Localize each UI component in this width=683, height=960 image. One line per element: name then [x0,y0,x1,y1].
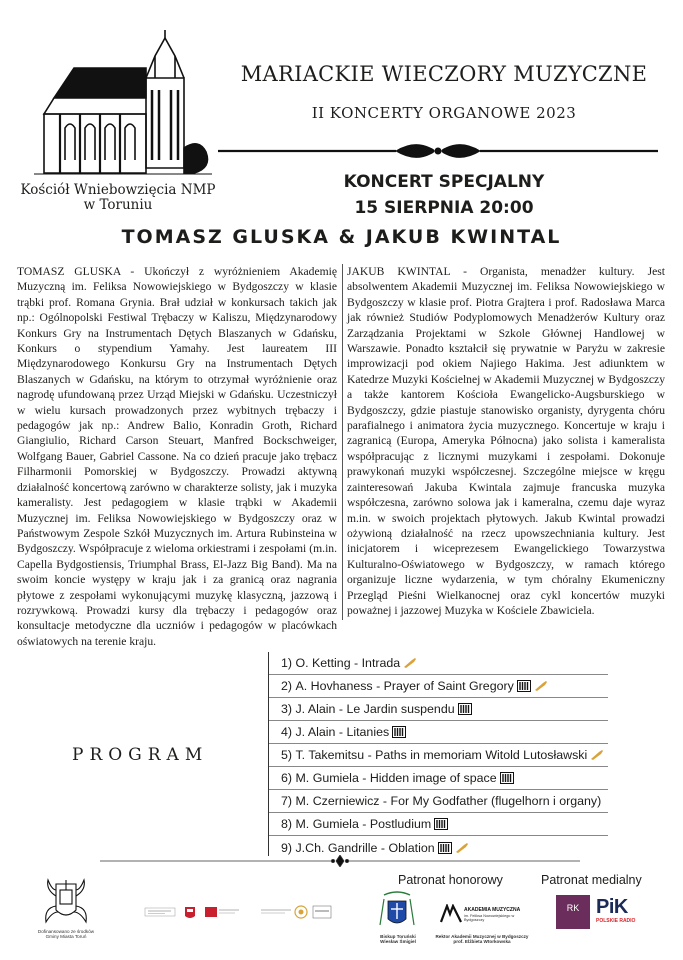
diocese-caption [368,934,428,944]
venue-line-2: w Toruniu [83,197,153,213]
sponsor-logo-3 [205,907,239,917]
program-number: 4) [281,725,293,739]
diocese-caption-line-1: Biskup Toruński [380,934,416,939]
program-item: 4) J. Alain - Litanies [269,721,608,744]
pik-logo [596,896,642,930]
program-number: 6) [281,771,293,785]
diocese-caption-line-2: Wiesław Śmigiel [380,939,416,945]
program-number: 2) [281,679,293,693]
program-work: Le Jardin suspendu [346,702,455,716]
funding-note-line-1: Dofinansowano ze środków [37,929,95,934]
series-subtitle: II KONCERTY ORGANOWE 2023 [311,104,577,122]
program-number: 3) [281,702,293,716]
organ-icon [517,680,531,692]
torun-coat-of-arms [42,876,90,928]
event-type: KONCERT SPECJALNY [343,172,545,192]
program-item: 9) J.Ch. Gandrille - Oblation [269,836,608,859]
program-item: 1) O. Ketting - Intrada [269,652,608,675]
sponsor-logo-6 [313,906,331,918]
program-work: Prayer of Saint Gregory [383,679,514,693]
program-composer: J. Alain [295,702,336,716]
program-work: Intrada [361,656,401,670]
rk-logo [556,895,590,929]
program-number: 7) [281,794,293,808]
venue-caption [18,183,218,213]
church-illustration [34,28,214,178]
program-composer: J. Alain [295,725,336,739]
academy-logo-mark [440,904,462,924]
performers-title: TOMASZ GLUSKA & JAKUB KWINTAL [121,226,562,248]
bio-jakub-kwintal: JAKUB KWINTAL - Organista, menadżer kultury. Jest absolwentem Akademii Muzycznej im. Feliksa Nowowiejskiego w Bydgoszczy w klasie prof. Piotra Grajtera i prof. Radosława Marca jak również Studiów Podyplomowych Menadżerów Kultury oraz Zarządzania Projektami w Szkole Głównej Handlowej w Warszawie. Ponadto kształcił się prywatnie w Paryżu w zakresie improwizacji pod okiem Najiego Hakima. Jest adiunktem w Katedrze Muzyki Kościelnej w Akademii Muzycznej w Bydgoszczy a także kantorem Kościoła Ewangelicko-Augsburskiego w Bydgoszczy, gdzie piastuje stanowisko organisty, dyrygenta chóru parafialnego i animatora życia muzycznego. Koncertuje w kraju i zagranicą (Europa, Ameryka Północna) jako solista i kameralista współpracując z licznymi muzykami i zespołami. Dokonuje prawykonań muzyki współczesnej. Szczególne miejsce w kręgu zainteresowań Jakuba Kwintala zajmuje francuska muzyka współczesna, zarówno solowa jak i kameralna, czemu daje wyraz m.in. w swoich projektach płytowych. Jakub Kwintal prowadzi ożywioną działalność na rzecz upowszechniania kultury. Jest inicjatorem i wiceprezesem Ewangelickiego Towarzystwa Kulturalno-Oświatowego w Bydgoszczy, w ramach którego organizuje liczne wydarzenia, w tym chóralny Ekumeniczny Przegląd Pieśni Wielkanocnej oraz cykl koncertów muzyki poważnej i jazzowej Muzyka w Kościele Zbawiciela. [347,265,665,617]
pik-logo-text: PiK [596,896,628,918]
academy-caption [428,934,536,944]
sponsor-logos-row [143,902,333,922]
trumpet-icon [534,680,548,692]
program-item: 5) T. Takemitsu - Paths in memoriam Witold Lutosławski [269,744,608,767]
sponsor-logo-4 [261,910,291,913]
ornament-divider [218,140,658,162]
trumpet-icon [455,842,469,854]
program-item: 6) M. Gumiela - Hidden image of space [269,767,608,790]
program-item: 8) M. Gumiela - Postludium [269,813,608,836]
program-composer: M. Gumiela [295,817,359,831]
academy-logo-text: AKADEMIA MUZYCZNA [464,907,521,913]
event-date: 15 SIERPNIA 20:00 [354,198,534,218]
program-composer: J.Ch. Gandrille [295,840,378,855]
program-number: 5) [281,748,293,762]
program-item: 7) M. Czerniewicz - For My Godfather (flugelhorn i organy) [269,790,608,813]
media-patronage-label: Patronat medialny [541,873,642,887]
rk-logo-text: RK [566,903,580,913]
organ-icon [438,842,452,854]
fleuron-divider [60,855,620,867]
series-title: MARIACKIE WIECZORY MUZYCZNE [240,62,648,86]
program-work: For My Godfather (flugelhorn i organy) [390,794,602,808]
trumpet-icon [403,657,417,669]
academy-logo-sub: im. Feliksa Nowowiejskiego w Bydgoszczy [464,914,515,923]
sponsor-logo-1 [145,908,175,916]
honorary-patronage-label: Patronat honorowy [398,873,503,887]
program-label: PROGRAM [72,745,209,765]
program-work: Hidden image of space [369,771,497,785]
program-item: 2) A. Hovhaness - Prayer of Saint Gregory [269,675,608,698]
sponsor-logo-2 [185,907,195,918]
pik-logo-sub: POLSKIE RADIO [596,918,636,924]
academy-logo [440,904,520,930]
program-number: 8) [281,817,293,831]
program-list [268,652,608,856]
program-work: Paths in memoriam Witold Lutosławski [375,748,588,762]
organ-icon [434,818,448,830]
program-item: 3) J. Alain - Le Jardin suspendu [269,698,608,721]
program-work: Oblation [388,840,435,855]
program-composer: O. Ketting [295,656,351,670]
trumpet-icon [590,749,604,761]
academy-caption-line-2: prof. Elżbieta Wtorkowska [453,939,511,945]
academy-caption-line-1: Rektor Akademii Muzycznej w Bydgoszczy [435,934,529,939]
program-number: 9) [281,840,293,855]
program-composer: A. Hovhaness [295,679,373,693]
bishop-coat-of-arms [378,891,416,933]
program-work: Litanies [346,725,390,739]
organ-icon [392,726,406,738]
venue-line-1: Kościół Wniebowzięcia NMP [20,182,216,198]
organ-icon [458,703,472,715]
bio-tomasz-gluska: TOMASZ GLUSKA - Ukończył z wyróżnieniem Akademię Muzyczną im. Feliksa Nowowiejskiego w Bydgoszczy w klasie trąbki prof. Romana Grynia. Brał udział w konkursach takich jak np.: Ogólnopolski Festiwal Trębaczy w Kaliszu, Międzynarodowy Konkurs Gry na Instrumentach Dętych Blaszanych w Gdańsku, Konkurs o stypendium Yamahy. Jest laureatem III Międzynarodowego Konkursu Gry na Instrumentach Dętych Blaszanych w Gdańsku, na którym to otrzymał wyróżnienie oraz nagrodę ufundowaną przez Urząd Miejski w Gdańsku. Uczestniczył w wielu kursach prowadzonych przez wybitnych trębaczy i pedagogów jak np.: Andrew Balio, Konradin Groth, Richard Giangiulio, Richard Carson Steuart, Manfred Bockschweiger, Wolfgang Bauer, Gabriel Cassone. Na co dzień pracuje jako trębacz Filharmonii Pomorskiej w Bydgoszczy. Prowadzi aktywną działalność koncertową zarówno w charakterze solisty, jak i muzyka kameralisty. Jest pedagogiem w klasie trąbki w Akademii Muzycznej im. Feliksa Nowowiejskiego w Bydgoszczy oraz w Państwowym Zespole Szkół Muzycznych im. Artura Rubinsteina w Bydgoszczy. Współpracuje z wieloma orkiestrami i zespołami (m.in. Capella Bydgostiensis, Triumphal Brass, El-Jazz Big Band). Ma na swoim koncie występy w kraju jak i za granicą oraz nagrania płytowe z zespołami wykonującymi muzykę klasyczną, jazzową i rozrywkową. Prowadzi kursy dla trębaczy i pedagogów oraz konsultacje metodyczne dla uczniów i pedagogów w placówkach oświatowych na terenie kraju. [17,265,337,648]
column-divider [342,264,343,620]
funding-note [30,929,102,939]
sponsor-logo-5 [295,906,307,918]
program-number: 1) [281,656,293,670]
program-work: Postludium [369,817,432,831]
organ-icon [500,772,514,784]
program-composer: M. Gumiela [295,771,359,785]
funding-note-line-2: Gminy Miasta Toruń [45,934,87,940]
program-composer: T. Takemitsu [295,748,365,762]
program-composer: M. Czerniewicz [295,794,380,808]
